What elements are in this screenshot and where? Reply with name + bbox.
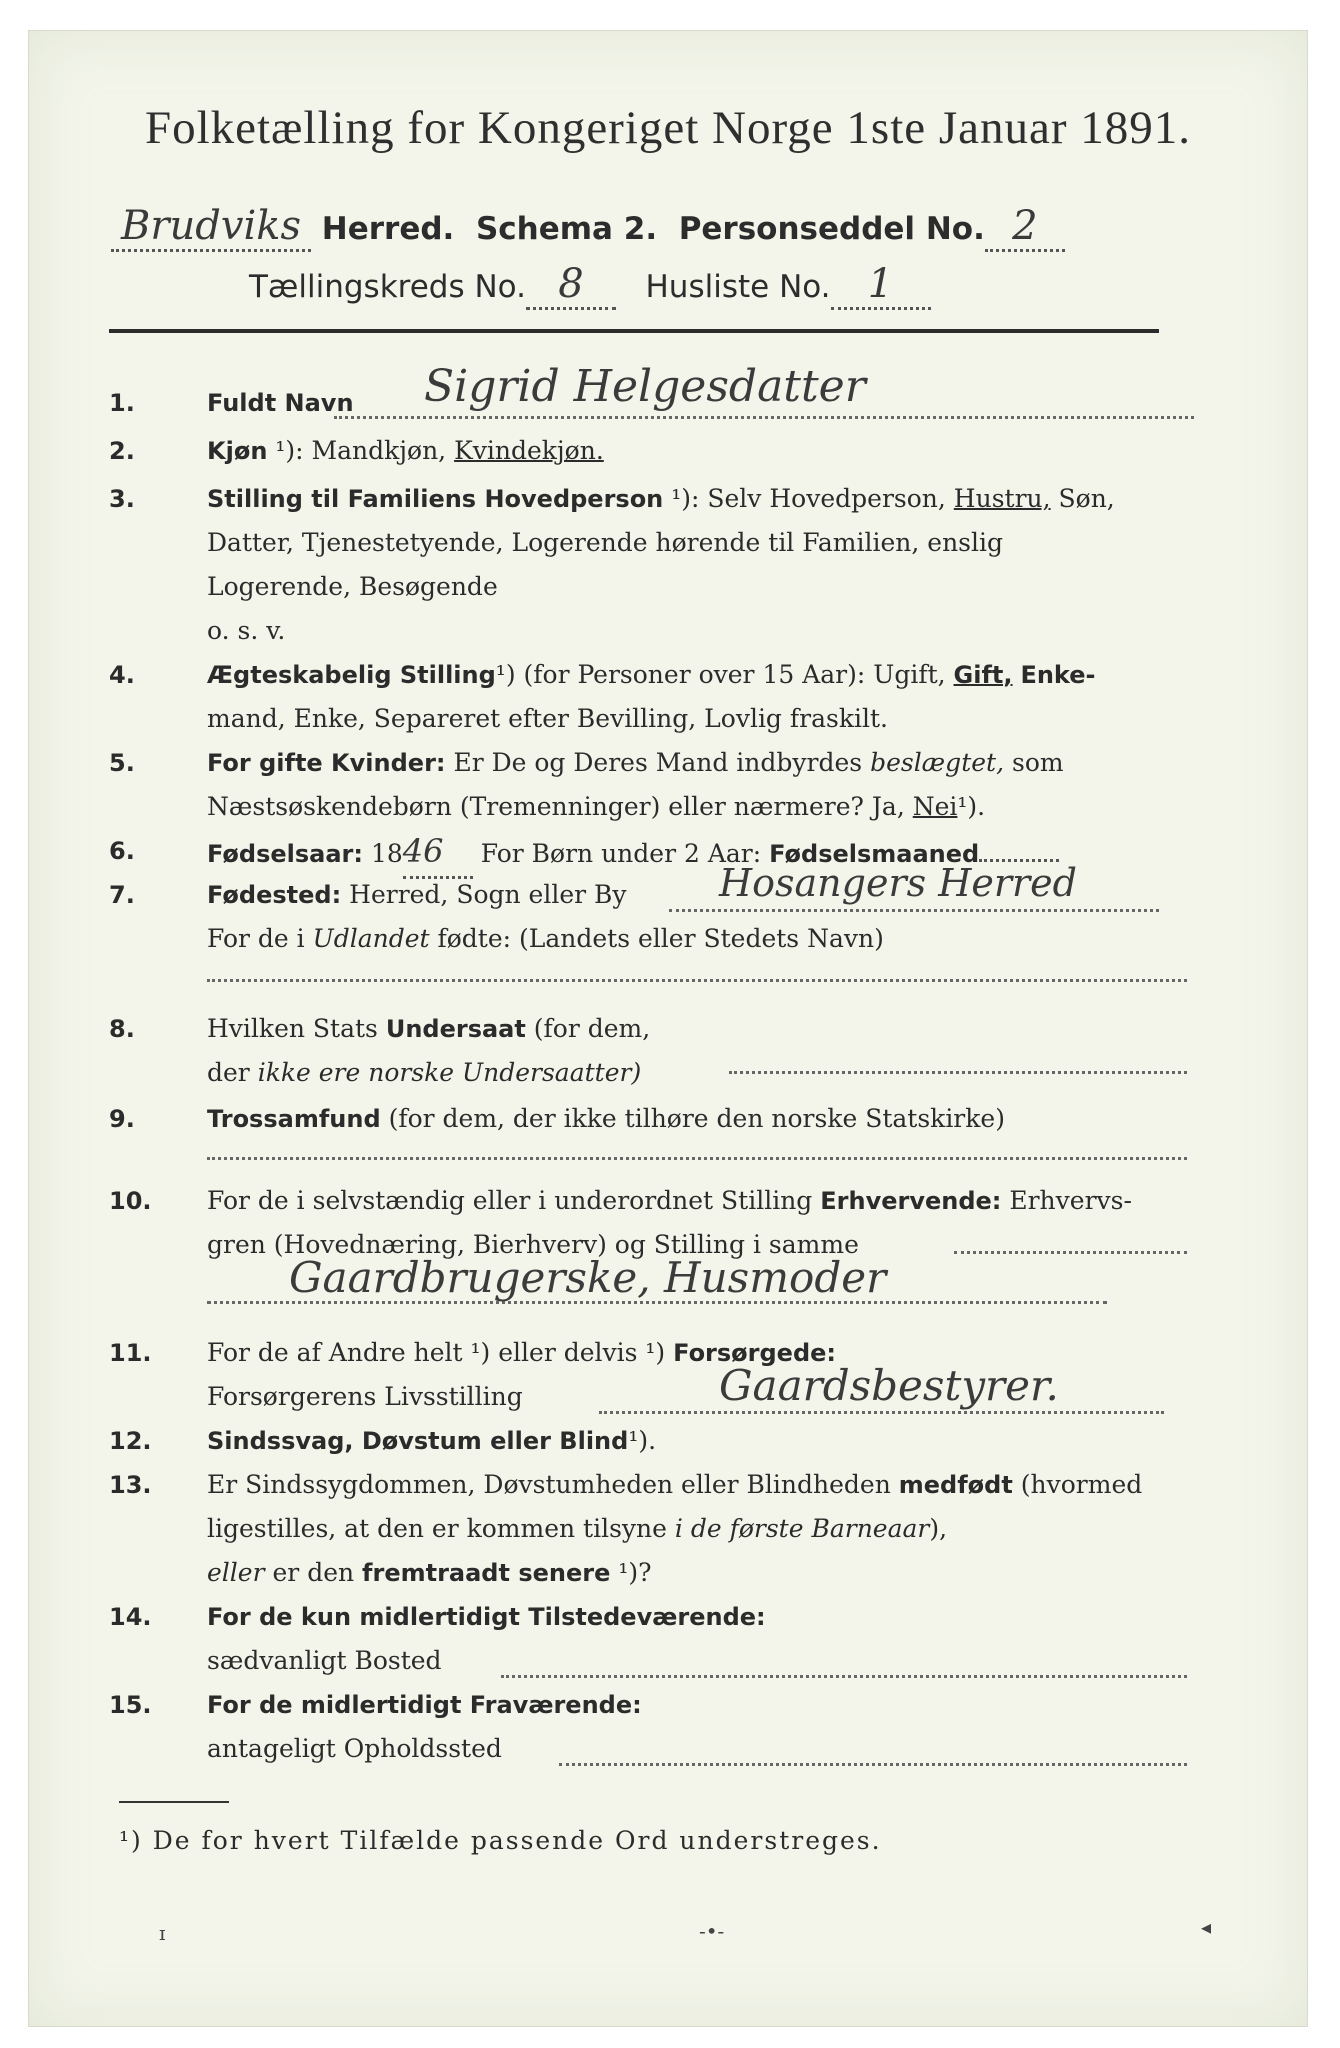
question-text: gren (Hovednæring, Bierhverv) og Stilling i samme: [207, 1230, 859, 1259]
question-text: For de af Andre helt ¹) eller delvis ¹): [207, 1338, 666, 1367]
citizenship-line: [729, 1071, 1187, 1074]
question-text: der: [207, 1058, 250, 1087]
option-selected: Hustru,: [953, 484, 1051, 513]
question-text: For Børn under 2 Aar:: [480, 839, 762, 868]
option-selected: Gift,: [953, 661, 1013, 689]
supported-label: Forsørgede:: [673, 1339, 837, 1367]
birth-year-prefix: 18: [370, 839, 403, 868]
birth-year-answer: 46: [402, 832, 444, 870]
question-text: (for dem,: [533, 1014, 651, 1043]
footnote-rule: [119, 1801, 229, 1803]
item-number: 10.: [109, 1187, 152, 1215]
item-number: 7.: [109, 881, 135, 909]
option-selected: Nei: [912, 792, 958, 821]
gender-option-male: Mandkjøn,: [311, 436, 447, 465]
item-number: 14.: [109, 1603, 152, 1631]
question-text: Udlandet: [312, 924, 430, 953]
question-text: For de i: [207, 924, 305, 953]
occupation-answer: Gaardbrugerske, Husmoder: [289, 1253, 887, 1302]
question-text: Erhvervs-: [1009, 1186, 1132, 1215]
question-text: Herred, Sogn eller By: [349, 880, 627, 909]
question-text: i de første Barneaar: [674, 1514, 930, 1543]
question-text: fødte: (Landets eller Stedets Navn): [437, 924, 884, 953]
question-text: eller: [207, 1558, 265, 1587]
footnote-ref: ¹).: [628, 1426, 657, 1455]
option-text: mand, Enke, Separeret efter Bevilling, Lovlig fraskilt.: [207, 704, 888, 733]
option-text: ¹) (for Personer over 15 Aar): Ugift,: [495, 660, 946, 689]
question-text: (for dem, der ikke tilhøre den norske Statskirke): [388, 1104, 1005, 1133]
herred-name: Brudviks: [120, 203, 302, 249]
option-text: o. s. v.: [207, 616, 286, 645]
ink-mark: -•-: [699, 1919, 725, 1943]
question-text: Er Sindssygdommen, Døvstumheden eller Blindheden: [207, 1470, 891, 1499]
birth-year-label: Fødselsaar:: [207, 840, 363, 868]
presumed-location-line: [559, 1763, 1187, 1766]
item-number: 15.: [109, 1691, 152, 1719]
birth-month-label: Fødselsmaaned: [769, 840, 980, 868]
occupation-label: Erhvervende:: [820, 1187, 1002, 1215]
question-text: For de i selvstændig eller i underordnet Stilling: [207, 1186, 813, 1215]
personseddel-number: 2: [1012, 203, 1038, 249]
husliste-number: 1: [867, 261, 894, 307]
temporary-absent-label: For de midlertidigt Fraværende:: [207, 1691, 642, 1719]
item-number: 3.: [109, 485, 135, 513]
birthplace-answer: Hosangers Herred: [719, 861, 1077, 905]
birthplace-line: [669, 909, 1159, 912]
question-text: Hvilken Stats: [207, 1014, 378, 1043]
marital-status-label: Ægteskabelig Stilling: [207, 661, 496, 689]
question-text: Er De og Deres Mand indbyrdes: [453, 748, 863, 777]
religion-line: [207, 1157, 1187, 1160]
item-number: 13.: [109, 1471, 152, 1499]
header-line-1: [111, 203, 1065, 252]
header-line-2: [249, 261, 931, 310]
footnote: ¹) De for hvert Tilfælde passende Ord understreges.: [119, 1826, 882, 1855]
husliste-label: Husliste No.: [645, 269, 831, 305]
temporary-present-label: For de kun midlertidigt Tilstedeværende:: [207, 1603, 766, 1631]
question-text: er den: [272, 1558, 355, 1587]
item-number: 1.: [109, 389, 135, 417]
option-text: Søn,: [1058, 484, 1115, 513]
census-form: [28, 30, 1308, 2027]
item-number: 11.: [109, 1339, 152, 1367]
full-name-line: [334, 416, 1194, 419]
form-title: Folketælling for Kongeriget Norge 1ste Januar 1891.: [144, 102, 1192, 154]
ink-mark: ◂: [1201, 1915, 1212, 1939]
question-text: Forsørgerens Livsstilling: [207, 1382, 523, 1411]
item-number: 5.: [109, 749, 135, 777]
birthplace-label: Fødested:: [207, 881, 342, 909]
question-text: ikke ere norske Undersaatter): [257, 1058, 642, 1087]
question-text: beslægtet,: [870, 748, 1005, 777]
gender-option-female: Kvindekjøn.: [454, 436, 604, 465]
full-name-answer: Sigrid Helgesdatter: [424, 361, 866, 412]
option-text: Datter, Tjenestetyende, Logerende hørende til Familien, enslig: [207, 528, 1004, 557]
disability-label: Sindssvag, Døvstum eller Blind: [207, 1427, 629, 1455]
question-text: ligestilles, at den er kommen tilsyne: [207, 1514, 667, 1543]
question-text: (hvormed: [1020, 1470, 1143, 1499]
item-number: 6.: [109, 837, 135, 865]
provider-occupation-line: [599, 1411, 1164, 1414]
personseddel-label: Personseddel No.: [678, 211, 985, 247]
later-onset-label: fremtraadt senere: [362, 1559, 611, 1587]
gender-label: Kjøn: [207, 437, 268, 465]
ink-mark: ɪ: [159, 1921, 166, 1945]
congenital-label: medfødt: [898, 1471, 1013, 1499]
provider-occupation-answer: Gaardsbestyrer.: [719, 1361, 1059, 1410]
question-text: som: [1011, 748, 1064, 777]
family-position-label: Stilling til Familiens Hovedperson: [207, 485, 664, 513]
item-number: 4.: [109, 661, 135, 689]
occupation-line-1: [954, 1251, 1187, 1254]
usual-residence-line: [501, 1675, 1187, 1678]
footnote-ref: ¹):: [275, 436, 304, 465]
citizenship-label: Undersaat: [385, 1015, 526, 1043]
kreds-number: 8: [558, 261, 584, 307]
item-number: 12.: [109, 1427, 152, 1455]
presumed-location-label: antageligt Opholdssted: [207, 1734, 502, 1763]
footnote-ref: ¹)?: [618, 1558, 652, 1587]
question-text: ),: [929, 1514, 948, 1543]
full-name-label: Fuldt Navn: [207, 389, 354, 417]
question-text: Næstsøskendebørn (Tremenninger) eller nærmere? Ja,: [207, 792, 905, 821]
kreds-label: Tællingskreds No.: [249, 269, 526, 305]
item-number: 2.: [109, 437, 135, 465]
usual-residence-label: sædvanligt Bosted: [207, 1646, 442, 1675]
item-number: 9.: [109, 1105, 135, 1133]
religion-label: Trossamfund: [207, 1105, 381, 1133]
footnote-ref: ¹).: [957, 792, 986, 821]
footnote-ref: ¹):: [671, 484, 700, 513]
option-text: Selv Hovedperson,: [707, 484, 946, 513]
married-women-label: For gifte Kvinder:: [207, 749, 446, 777]
option-text: Enke-: [1020, 661, 1096, 689]
herred-label: Herred.: [321, 211, 455, 247]
item-number: 8.: [109, 1015, 135, 1043]
header-rule: [109, 329, 1159, 333]
schema-label: Schema 2.: [475, 211, 658, 247]
option-text: Logerende, Besøgende: [207, 572, 498, 601]
foreign-birthplace-line: [207, 979, 1187, 982]
